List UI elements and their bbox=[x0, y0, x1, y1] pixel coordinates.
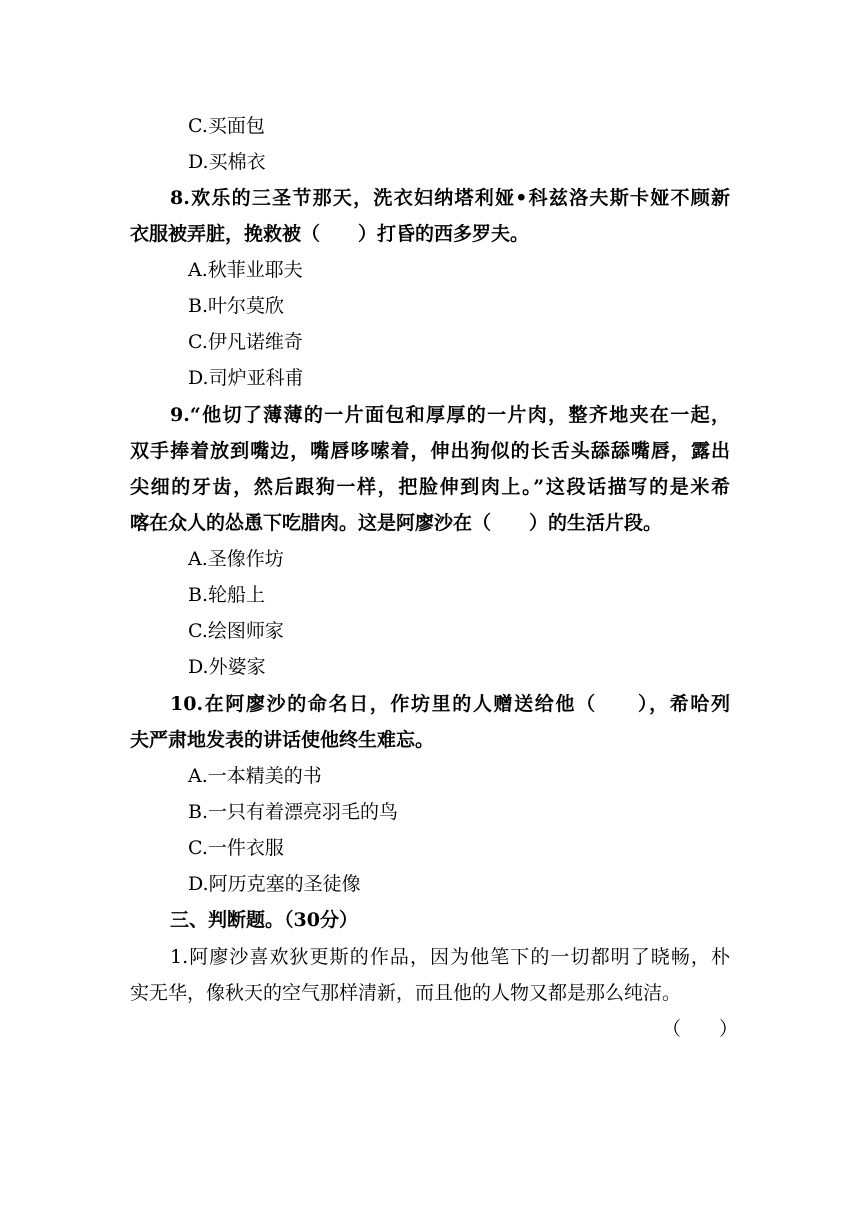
q7-option-d: D.买棉衣 bbox=[188, 151, 266, 173]
q9-stem-line4: 喀在众人的怂恿下吃腊肉。这是阿廖沙在（ ）的生活片段。 bbox=[130, 512, 663, 534]
q10-option-a: A.一本精美的书 bbox=[188, 765, 322, 787]
q9-option-a: A.圣像作坊 bbox=[188, 548, 284, 570]
section-3-heading: 三、判断题。（30分） bbox=[170, 909, 358, 931]
q10-option-d: D.阿历克塞的圣徒像 bbox=[188, 873, 361, 895]
q9-option-d: D.外婆家 bbox=[188, 656, 266, 678]
q8-stem-line2: 衣服被弄脏，挽救被（ ）打昏的西多罗夫。 bbox=[130, 223, 530, 245]
q8-option-d: D.司炉亚科甫 bbox=[188, 367, 304, 389]
q9-option-c: C.绘图师家 bbox=[188, 620, 284, 642]
q8-option-b: B.叶尔莫欣 bbox=[188, 295, 285, 317]
q8-stem-line1: 8.欢乐的三圣节那天，洗衣妇纳塔利娅•科兹洛夫斯卡娅不顾新 bbox=[170, 187, 730, 209]
q9-stem-line3: 尖细的牙齿，然后跟狗一样，把脸伸到肉上。”这段话描写的是米希 bbox=[130, 476, 730, 498]
q9-stem-line1: 9.“他切了薄薄的一片面包和厚厚的一片肉，整齐地夹在一起， bbox=[170, 404, 730, 426]
q9-option-b: B.轮船上 bbox=[188, 584, 266, 606]
q10-option-b: B.一只有着漂亮羽毛的鸟 bbox=[188, 801, 399, 823]
tf-item1-line1: 1.阿廖沙喜欢狄更斯的作品，因为他笔下的一切都明了晓畅，朴 bbox=[170, 946, 730, 968]
tf-item1-line2: 实无华，像秋天的空气那样清新，而且他的人物又都是那么纯洁。 bbox=[130, 982, 682, 1004]
q9-stem-line2: 双手捧着放到嘴边，嘴唇哆嗦着，伸出狗似的长舌头舔舔嘴唇，露出 bbox=[130, 440, 730, 462]
q8-option-c: C.伊凡诺维奇 bbox=[188, 331, 303, 353]
q10-stem-line1: 10.在阿廖沙的命名日，作坊里的人赠送给他（ ），希哈列 bbox=[170, 693, 730, 715]
tf-item1-answer-blank: （ ） bbox=[662, 1018, 739, 1040]
q10-stem-line2: 夫严肃地发表的讲话使他终生难忘。 bbox=[130, 729, 435, 751]
q8-option-a: A.秋菲业耶夫 bbox=[188, 259, 303, 281]
q7-option-c: C.买面包 bbox=[188, 115, 265, 137]
q10-option-c: C.一件衣服 bbox=[188, 837, 284, 859]
